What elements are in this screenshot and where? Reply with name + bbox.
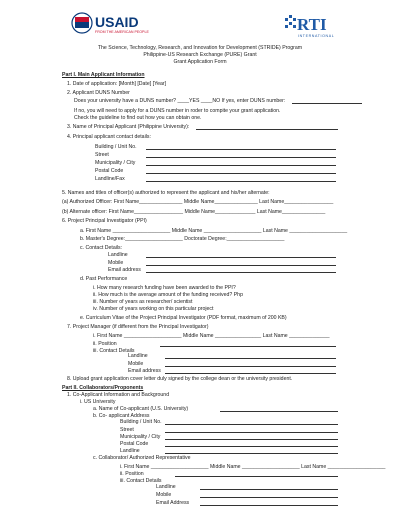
addr-label-postal: Postal Code: [120, 441, 149, 447]
usaid-tagline: FROM THE AMERICAN PEOPLE: [95, 30, 149, 34]
collab-label-email: Email Address: [156, 500, 190, 506]
q7-pm-contact: iii. Contact Details: [93, 348, 135, 354]
addr-label-city: Municipality / City: [120, 434, 161, 440]
addr-label-street: Street: [120, 427, 134, 433]
pm-field-mobile[interactable]: [165, 366, 336, 367]
header-form-title: Grant Application Form: [173, 59, 227, 65]
ppi-label-landline: Landline: [108, 252, 128, 258]
q2-note-2: Check the guideline to find out how you can obtain one.: [74, 115, 202, 121]
q7-pm-position: ii. Position: [93, 341, 117, 347]
q5b-alternate-officer: (b) Alternate officer: First Name_________________ Middle Name______________ Last Name_______________: [62, 209, 326, 215]
p2-b-co-applicant-address: b. Co- applicant Address: [93, 413, 150, 419]
q6d-past-performance: d. Past Performance: [80, 276, 128, 282]
pm-label-mobile: Mobile: [128, 361, 144, 367]
ppi-field-mobile[interactable]: [146, 265, 336, 266]
p2-c-collaborator: c. Collaborator/ Authorized Representative: [93, 455, 191, 461]
q6d-item-4: iv. Number of years working on this particular project: [93, 306, 214, 312]
addr-field-building[interactable]: [165, 424, 338, 425]
contact-field-building[interactable]: [146, 149, 336, 150]
part1-title: Part I. Main Applicant Information: [62, 72, 145, 78]
q6-ppi: 6. Project Principal Investigator (PPI): [62, 218, 147, 224]
addr-label-landline: Landline: [120, 448, 140, 454]
rti-logo: [285, 12, 339, 40]
contact-label-landline: Landline/Fax: [95, 176, 125, 182]
contact-field-landline[interactable]: [146, 181, 336, 182]
ppi-label-mobile: Mobile: [108, 260, 124, 266]
addr-field-city[interactable]: [165, 439, 338, 440]
ppi-field-email[interactable]: [146, 272, 336, 273]
usaid-logo: [70, 11, 160, 37]
pm-field-landline[interactable]: [165, 358, 336, 359]
part2-title: Part II. Collaborators/Proponents: [62, 385, 144, 391]
header-program: The Science, Technology, Research, and Innovation for Development (STRIDE) Program: [97, 45, 303, 51]
collab-field-position[interactable]: [175, 476, 338, 477]
usaid-wordmark: USAID: [95, 14, 139, 30]
q6d-item-3: iii. Number of years as researcher/ scientist: [93, 299, 193, 305]
q8-upload-cover-letter: 8. Upload grant application cover letter duly signed by the college dean or the university president.: [67, 376, 293, 382]
collab-field-landline[interactable]: [200, 489, 338, 490]
q6a-ppi-name: a. First Name ____________________ Middle Name ____________________ Last Name ____________________: [80, 228, 348, 234]
ppi-field-landline[interactable]: [146, 257, 336, 258]
pm-field-email[interactable]: [165, 373, 336, 374]
q2-duns-question: Does your university have a DUNS number? ____YES ____NO If yes, enter DUNS number:: [74, 98, 286, 104]
addr-field-street[interactable]: [165, 432, 338, 433]
pm-field-position[interactable]: [160, 346, 336, 347]
contact-field-city[interactable]: [146, 165, 336, 166]
collab-field-mobile[interactable]: [200, 497, 338, 498]
contact-label-street: Street: [95, 152, 109, 158]
p2-us-university: i. US University: [80, 399, 116, 405]
addr-field-postal[interactable]: [165, 446, 338, 447]
q6e-cv: e. Curriculum Vitae of the Project Principal Investigator (PDF format, maximum of 200 KB): [80, 315, 287, 321]
contact-field-street[interactable]: [146, 157, 336, 158]
contact-label-postal: Postal Code: [95, 168, 124, 174]
collab-label-mobile: Mobile: [156, 492, 172, 498]
rti-tagline: INTERNATIONAL: [298, 34, 335, 38]
q6d-item-1: i. How many research funding have been awarded to the PPI?: [93, 285, 236, 291]
q5a-authorized-officer: (a) Authorized Officer: First Name_______________ Middle Name_______________ Last Name_________________: [62, 199, 334, 205]
p2-c-collab-name: i. First Name ____________________ Middle Name ____________________ Last Name ____________________: [120, 464, 386, 470]
q3-applicant-name: 3. Name of Principal Applicant (Philippine University):: [67, 124, 190, 130]
q6b-ppi-degrees: b. Master's Degree:____________________ Doctorate Degree:____________________: [80, 236, 285, 242]
q7-project-manager: 7. Project Manager (if different from the Principal Investigator): [67, 324, 209, 330]
q6d-item-2: ii. How much is the average amount of the funding received? Php: [93, 292, 243, 298]
addr-label-building: Building / Unit No.: [120, 419, 162, 425]
collab-field-email[interactable]: [200, 505, 338, 506]
p2-a-co-applicant-name: a. Name of Co-applicant (U.S. University): [93, 406, 189, 412]
ppi-label-email: Email address: [108, 267, 141, 273]
q6c-ppi-contact: c. Contact Details:: [80, 245, 123, 251]
q7-pm-name: i. First Name ____________________ Middle Name ________________ Last Name ______________: [93, 333, 330, 339]
collab-label-landline: Landline: [156, 484, 176, 490]
pm-label-landline: Landline: [128, 353, 148, 359]
header-grant: Philippine-US Research Exchange (PURE) Grant: [143, 52, 257, 58]
q1-date: 1. Date of application: [Month] [Date] [Year]: [67, 81, 167, 87]
contact-label-city: Municipality / City: [95, 160, 136, 166]
applicant-name-field[interactable]: [196, 129, 338, 130]
p2-q1-co-applicant: 1. Co-Applicant Information and Background: [67, 392, 170, 398]
rti-wordmark: RTI: [297, 15, 327, 34]
contact-field-postal[interactable]: [146, 173, 336, 174]
q4-contact-details: 4. Principal applicant contact details:: [67, 134, 151, 140]
pm-label-email: Email address: [128, 368, 161, 374]
co-applicant-name-field[interactable]: [220, 411, 338, 412]
q5-officers: 5. Names and titles of officer(s) authorized to represent the applicant and his/her alternate:: [62, 190, 270, 196]
p2-c-collab-contact: iii. Contact Details: [120, 478, 162, 484]
q2-note-1: If no, you will need to apply for a DUNS number in roder to compite your grant application.: [74, 108, 281, 114]
p2-c-collab-position: ii. Position: [120, 471, 144, 477]
q2-duns: 2. Applicant DUNS Number: [67, 90, 130, 96]
addr-field-landline[interactable]: [165, 453, 338, 454]
contact-label-building: Building / Unit No.: [95, 144, 137, 150]
duns-number-field[interactable]: [292, 103, 362, 104]
